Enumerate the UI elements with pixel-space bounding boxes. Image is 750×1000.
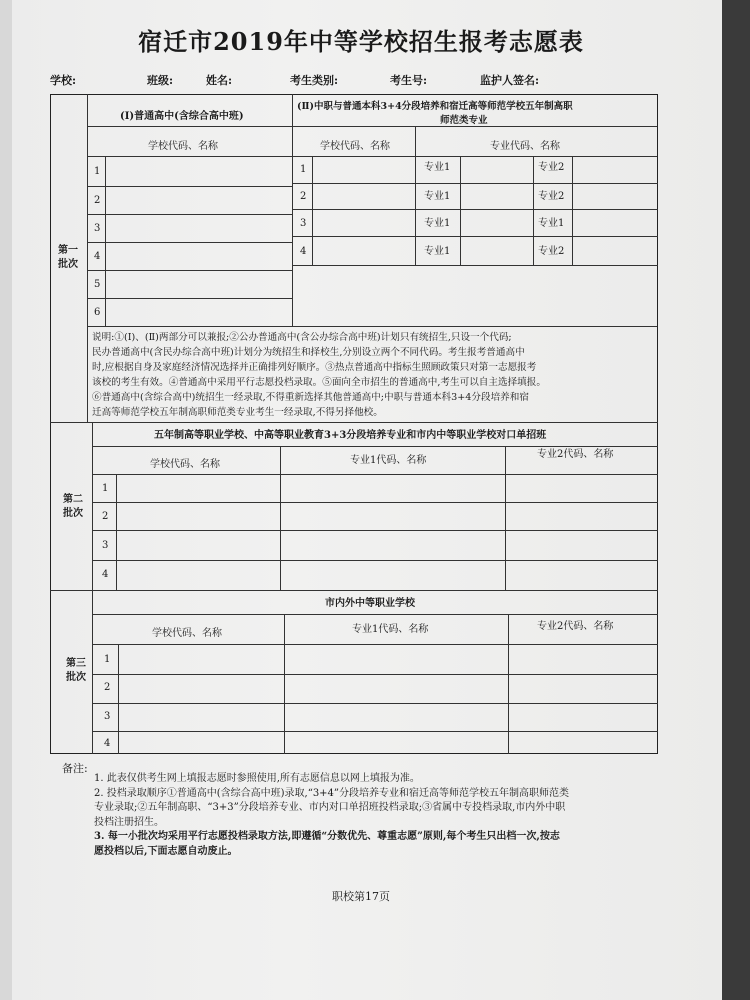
remarks-line: 投档注册招生。 <box>94 816 164 828</box>
batch2-row-num: 4 <box>102 569 109 580</box>
batch3-row-num: 2 <box>104 682 111 693</box>
batch1-major2-label: 专业2 <box>538 246 565 257</box>
batch3-row-num: 3 <box>104 711 111 722</box>
batch2-school-header: 学校代码、名称 <box>150 459 220 470</box>
batch1-note-line: ⑥普通高中(含综合高中)统招生一经录取,不得重新选择其他普通高中;中职与普通本科3+4分段培养和宿 <box>92 392 529 403</box>
batch2-row-line <box>92 560 658 561</box>
batch1-split <box>292 94 293 326</box>
batch1-col-b-title-2: 师范类专业 <box>440 115 488 126</box>
batch3-row-num: 1 <box>104 654 111 665</box>
batch2-label-divider <box>92 422 93 590</box>
batch3-label-1: 第三 <box>66 658 86 669</box>
remarks-line: 3. 每一小批次均采用平行志愿投档录取方法,即遵循“分数优先、尊重志愿”原则,每个考生只出档一次,按志 <box>94 831 560 842</box>
batch1-note-line: 迁高等师范学校五年制高职师范类专业考生一经录取,不得另择他校。 <box>92 407 383 418</box>
batch1-b-num-col <box>312 156 313 266</box>
batch1-a-num-col <box>105 156 106 326</box>
batch2-row-line <box>92 502 658 503</box>
batch1-a-row-num: 4 <box>94 251 101 262</box>
batch3-row-line <box>92 703 658 704</box>
batch2-col-divider <box>505 446 506 590</box>
batch3-num-col <box>118 644 119 754</box>
batch2-section-title: 五年制高等职业学校、中高等职业教育3+3分段培养专业和市内中等职业学校对口单招班 <box>154 430 547 441</box>
batch1-note-line: 民办普通高中(含民办综合高中班)计划分为统招生和择校生,分别设立两个不同代码。考生报考普通高中 <box>92 347 525 358</box>
batch3-col-divider <box>284 614 285 754</box>
batch2-label-2: 批次 <box>63 508 83 519</box>
remarks-line: 愿投档以后,下面志愿自动废止。 <box>94 845 238 857</box>
remarks-line: 1. 此表仅供考生网上填报志愿时参照使用,所有志愿信息以网上填报为准。 <box>94 773 420 784</box>
batch3-label-2: 批次 <box>66 672 86 683</box>
batch1-major1-label: 专业1 <box>424 218 451 229</box>
batch1-a-row-line <box>87 298 292 299</box>
batch1-a-row-line <box>87 270 292 271</box>
batch1-col-b-title-1: (Ⅱ)中职与普通本科3+4分段培养和宿迁高等师范学校五年制高职 <box>297 101 573 112</box>
batch1-note-line: 说明:①(Ⅰ)、(Ⅱ)两部分可以兼报;②公办普通高中(含公办综合高中班)计划只有统招生,只设一个代码; <box>92 332 512 343</box>
supervisor-label: 监护人签名: <box>480 74 540 87</box>
remarks-block <box>94 772 674 859</box>
batch3-major2-header: 专业2代码、名称 <box>537 621 614 632</box>
batch3-row-line <box>92 731 658 732</box>
application-table <box>50 94 658 754</box>
remarks-line: 2. 投档录取顺序①普通高中(含综合高中班)录取,“3+4”分段培养专业和宿迁高等师范学校五年制高职师范类 <box>94 787 570 799</box>
batch3-row-line <box>92 674 658 675</box>
batch1-label-2: 批次 <box>58 259 78 270</box>
batch1-a-row-line <box>87 242 292 243</box>
batch1-a-row-num: 6 <box>94 307 101 318</box>
batch3-header-bottom <box>92 644 658 645</box>
batch1-b-row-line <box>292 183 658 184</box>
batch3-col-divider <box>508 614 509 754</box>
remarks-label: 备注: <box>62 762 88 775</box>
batch2-col-divider <box>280 446 281 590</box>
batch1-major2-label: 专业2 <box>538 162 565 173</box>
batch2-row-num: 3 <box>102 540 109 551</box>
batch2-header-bottom <box>92 474 658 475</box>
batch1-b-row-num: 3 <box>300 218 307 229</box>
batch1-major2-label: 专业1 <box>538 218 565 229</box>
batch1-b-school-divider <box>415 126 416 266</box>
batch2-num-col <box>116 474 117 590</box>
batch1-major1-label: 专业1 <box>424 246 451 257</box>
batch1-b-major-divider <box>460 156 461 266</box>
page-title: 宿迁市2019年中等学校招生报考志愿表 <box>138 27 584 56</box>
batch1-grid-bottom <box>87 326 657 327</box>
batch3-major1-header: 专业1代码、名称 <box>352 624 429 635</box>
batch1-a-row-line <box>87 214 292 215</box>
batch1-b-major-divider <box>533 156 534 266</box>
batch2-row-line <box>92 530 658 531</box>
batch1-notes <box>92 330 654 420</box>
batch1-a-row-num: 1 <box>94 166 101 177</box>
batch1-b-major-header: 专业代码、名称 <box>490 141 560 152</box>
batch2-row-num: 1 <box>102 483 109 494</box>
batch1-bottom <box>50 422 658 423</box>
batch1-a-school-header: 学校代码、名称 <box>148 141 218 152</box>
batch1-major1-label: 专业1 <box>424 191 451 202</box>
page-footer: 职校第17页 <box>332 890 390 903</box>
batch1-b-row-line <box>292 265 658 266</box>
batch1-label-divider <box>87 94 88 422</box>
batch1-b-row-line <box>292 236 658 237</box>
batch1-b-major-divider <box>572 156 573 266</box>
batch1-a-row-num: 3 <box>94 223 101 234</box>
batch1-a-row-line <box>87 186 292 187</box>
batch3-section-title: 市内外中等职业学校 <box>325 598 415 609</box>
batch1-label-1: 第一 <box>58 245 78 256</box>
batch1-a-row-num: 5 <box>94 279 101 290</box>
category-label: 考生类别: <box>290 74 339 87</box>
batch1-b-school-header: 学校代码、名称 <box>320 141 390 152</box>
batch1-title-bottom <box>87 126 657 127</box>
batch1-note-line: 时,应根据自身及家庭经济情况选择并正确排列好顺序。③热点普通高中指标生照顾政策只对第一志愿报考 <box>92 362 537 373</box>
batch2-major1-header: 专业1代码、名称 <box>350 455 427 466</box>
batch1-b-row-num: 2 <box>300 191 307 202</box>
batch1-a-row-num: 2 <box>94 195 101 206</box>
batch1-major1-label: 专业1 <box>424 162 451 173</box>
batch2-bottom <box>50 590 658 591</box>
name-label: 姓名: <box>206 74 233 87</box>
batch3-row-num: 4 <box>104 738 111 749</box>
batch1-b-row-num: 4 <box>300 246 307 257</box>
batch2-major2-header: 专业2代码、名称 <box>537 449 614 460</box>
remarks-line: 专业录取;②五年制高职、“3+3”分段培养专业、市内对口单招班投档录取;③省属中专投档录取,市内外中职 <box>94 802 566 813</box>
batch3-school-header: 学校代码、名称 <box>152 628 222 639</box>
batch1-col-a-title: (Ⅰ)普通高中(含综合高中班) <box>120 111 244 122</box>
batch3-title-bottom <box>92 614 658 615</box>
class-label: 班级: <box>147 74 174 87</box>
candidate-number-label: 考生号: <box>390 74 428 87</box>
batch1-major2-label: 专业2 <box>538 191 565 202</box>
batch1-note-line: 该校的考生有效。④普通高中采用平行志愿投档录取。⑤面向全市招生的普通高中,考生可以自主选择填报。 <box>92 377 546 388</box>
school-label: 学校: <box>50 74 77 87</box>
batch1-b-row-line <box>292 209 658 210</box>
binding-edge <box>0 0 12 1000</box>
batch2-label-1: 第二 <box>63 494 83 505</box>
batch1-b-row-num: 1 <box>300 164 307 175</box>
batch2-row-num: 2 <box>102 511 109 522</box>
